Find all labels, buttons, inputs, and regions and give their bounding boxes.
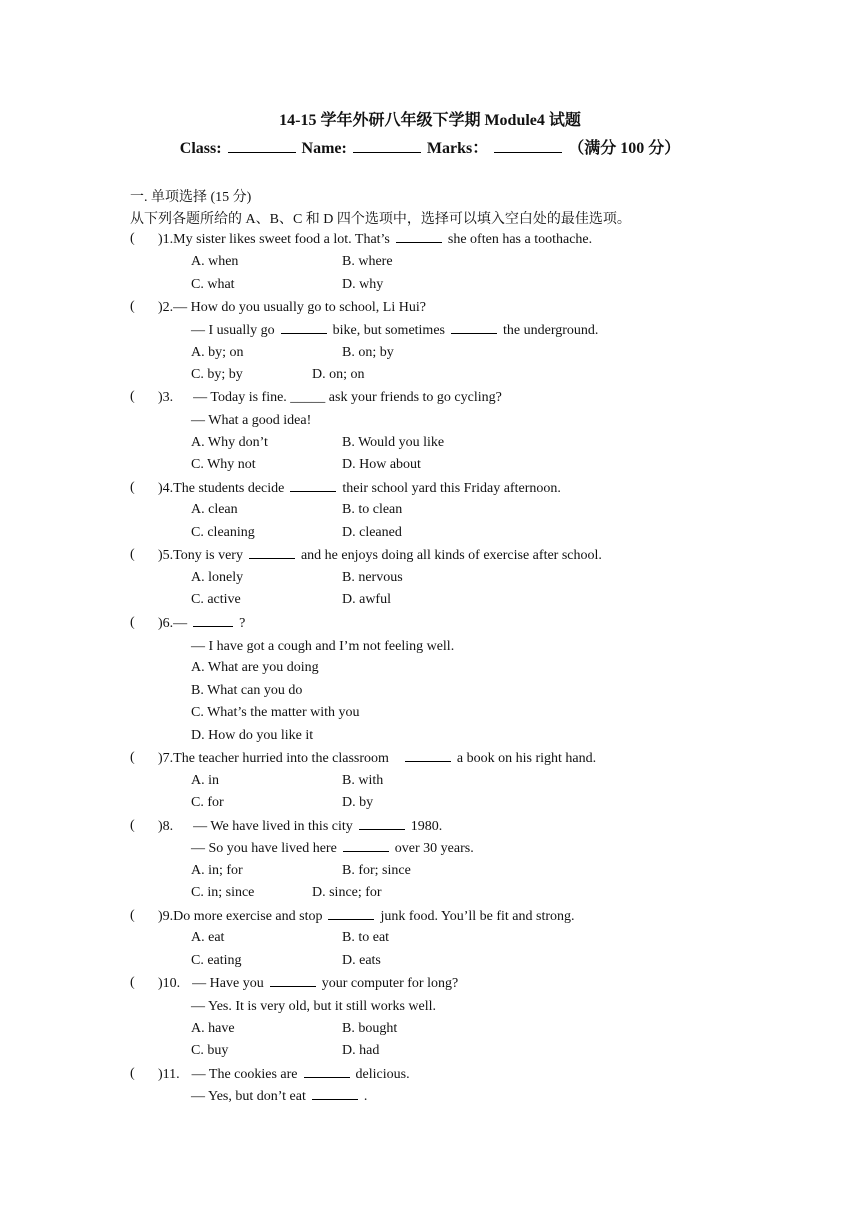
option-c: C. for [191,795,224,810]
option-a: A. lonely [191,570,244,585]
question-text: junk food. You’ll be fit and strong. [380,909,575,924]
option-b: B. Would you like [342,435,445,450]
option-c: C. what [191,277,235,292]
answer-paren[interactable]: ( [130,615,135,630]
question-text: — [173,616,188,631]
option-c: C. in; since [191,885,255,900]
answer-blank [451,322,497,334]
question-text: delicious. [355,1067,410,1082]
option-a: A. What are you doing [191,660,319,675]
question-number: )11. [158,1067,180,1082]
name-label: Name: [301,140,347,157]
question-text: their school yard this Friday afternoon. [342,481,561,496]
section-instruction: 从下列各题所给的 A、B、C 和 D 四个选项中，选择可以填入空白处的最佳选项。 [130,212,631,227]
answer-blank [328,908,374,920]
student-info-line [0,135,860,158]
question-8-line2 [191,840,474,858]
option-b: B. with [342,773,384,788]
answer-blank [312,1088,358,1100]
question-number: )10. [158,976,181,991]
question-3 [158,389,502,407]
answer-paren[interactable]: ( [130,299,135,314]
option-a: A. clean [191,502,238,517]
option-d: D. why [342,277,384,292]
option-a: A. by; on [191,345,244,360]
question-5 [158,547,602,565]
option-b: B. bought [342,1021,398,1036]
option-a: A. Why don’t [191,435,268,450]
question-number: )7. [158,751,174,766]
option-c: C. buy [191,1043,229,1058]
question-number: )8. [158,819,174,834]
question-text: a book on his right hand. [456,751,597,766]
question-2-line2 [191,322,598,340]
question-text: The students decide [173,481,285,496]
answer-blank [249,547,295,559]
question-number: )2. [158,300,174,315]
class-label: Class: [179,140,222,157]
question-10 [158,975,458,993]
question-text: over 30 years. [394,841,474,856]
question-text: — We have lived in this city [193,819,353,834]
question-text: — I usually go [191,323,275,338]
answer-paren[interactable]: ( [130,818,135,833]
question-number: )4. [158,481,174,496]
answer-paren[interactable]: ( [130,231,135,246]
answer-paren[interactable]: ( [130,908,135,923]
option-c: C. active [191,592,241,607]
answer-blank [396,231,442,243]
option-d: D. cleaned [342,525,402,540]
section-heading: 一. 单项选择 (15 分) [130,190,252,205]
question-text: — So you have lived here [191,841,337,856]
answer-paren[interactable]: ( [130,1066,135,1081]
option-b: B. where [342,254,393,269]
question-text: Tony is very [173,548,243,563]
option-a: A. in [191,773,219,788]
total-score: （满分 100 分） [568,140,681,157]
option-c: C. eating [191,953,242,968]
question-text: and he enjoys doing all kinds of exercise after school. [300,548,602,563]
answer-blank [405,750,451,762]
question-2 [158,299,426,317]
question-text: bike, but sometimes [332,323,445,338]
option-b: B. What can you do [191,683,303,698]
question-text: — Have you [192,976,264,991]
question-number: )3. [158,390,174,405]
option-a: A. have [191,1021,235,1036]
exam-title: 14-15 学年外研八年级下学期 Module4 试题 [279,112,581,129]
question-9 [158,908,575,926]
marks-blank[interactable] [494,140,562,153]
question-1 [158,231,592,249]
question-7 [158,750,596,768]
option-c: C. What’s the matter with you [191,705,360,720]
option-b: B. for; since [342,863,411,878]
name-blank[interactable] [353,140,421,153]
question-text: — Today is fine. _____ ask your friends to go cycling? [193,390,502,405]
option-b: B. nervous [342,570,403,585]
option-d: D. since; for [312,885,382,900]
option-c: C. cleaning [191,525,255,540]
option-b: B. to clean [342,502,403,517]
option-d: D. eats [342,953,381,968]
marks-label: Marks： [426,140,489,157]
question-text: My sister likes sweet food a lot. That’s [173,232,390,247]
question-10-line2: — Yes. It is very old, but it still works well. [191,999,437,1014]
question-text: . [363,1089,368,1104]
question-text: — Yes, but don’t eat [191,1089,306,1104]
class-blank[interactable] [228,140,296,153]
option-a: A. eat [191,930,225,945]
answer-blank [290,480,336,492]
answer-blank [193,615,233,627]
option-a: A. in; for [191,863,243,878]
question-number: )1. [158,232,174,247]
question-number: )5. [158,548,174,563]
answer-paren[interactable]: ( [130,750,135,765]
option-d: D. had [342,1043,380,1058]
answer-blank [281,322,327,334]
option-d: D. How do you like it [191,728,314,743]
question-8 [158,818,442,836]
answer-paren[interactable]: ( [130,480,135,495]
question-6-line2: — I have got a cough and I’m not feeling well. [191,639,455,654]
answer-blank [304,1066,350,1078]
question-text: — The cookies are [191,1067,298,1082]
option-a: A. when [191,254,239,269]
answer-paren[interactable]: ( [130,389,135,404]
answer-paren[interactable]: ( [130,975,135,990]
option-b: B. on; by [342,345,394,360]
question-text: she often has a toothache. [447,232,593,247]
answer-paren[interactable]: ( [130,547,135,562]
option-d: D. How about [342,457,421,472]
question-text: your computer for long? [321,976,459,991]
question-text: The teacher hurried into the classroom [173,751,389,766]
option-b: B. to eat [342,930,390,945]
question-number: )6. [158,616,174,631]
question-6 [158,615,245,633]
option-c: C. Why not [191,457,256,472]
answer-blank [343,840,389,852]
question-4 [158,480,561,498]
option-d: D. on; on [312,367,365,382]
answer-blank [359,818,405,830]
option-d: D. by [342,795,374,810]
option-c: C. by; by [191,367,243,382]
answer-blank [270,975,316,987]
question-text: — How do you usually go to school, Li Hui? [173,300,426,315]
question-11-line2 [191,1088,367,1106]
option-d: D. awful [342,592,391,607]
question-text: ? [239,616,246,631]
question-3-line2: — What a good idea! [191,413,312,428]
question-text: Do more exercise and stop [173,909,323,924]
question-text: 1980. [410,819,443,834]
question-text: the underground. [503,323,599,338]
question-number: )9. [158,909,174,924]
question-11 [158,1066,410,1084]
